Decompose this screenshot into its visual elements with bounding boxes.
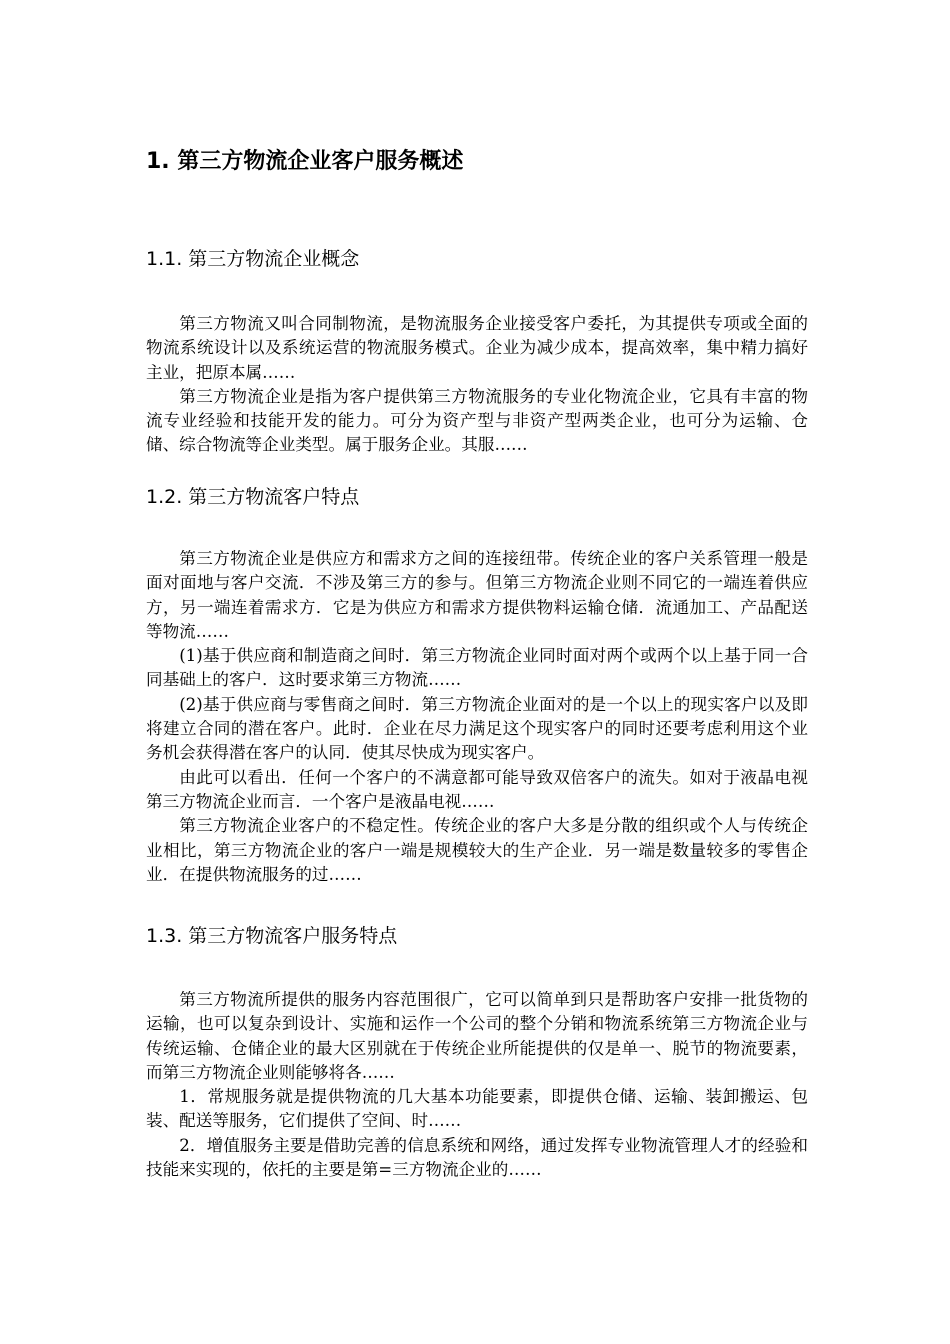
paragraph: 第三方物流企业是供应方和需求方之间的连接纽带。传统企业的客户关系管理一般是面对面地与客户交流．不涉及第三方的参与。但第三方物流企业则不同它的一端连着供应方，另一端连着需求方．它是为供应方和需求方提供物料运输仓储．流通加工、产品配送等物流…… xyxy=(146,549,808,641)
paragraph: (1)基于供应商和制造商之间时．第三方物流企业同时面对两个或两个以上基于同一合同基础上的客户．这时要求第三方物流…… xyxy=(146,646,808,690)
section-heading-concept: 1.1. 第三方物流企业概念 xyxy=(146,248,360,270)
section-heading-customer-features: 1.2. 第三方物流客户特点 xyxy=(146,486,360,508)
paragraph: 第三方物流企业是指为客户提供第三方物流服务的专业化物流企业，它具有丰富的物流专业经验和技能开发的能力。可分为资产型与非资产型两类企业，也可分为运输、仓储、综合物流等企业类型。属于服务企业。其服…… xyxy=(146,386,808,455)
paragraph: 1．常规服务就是提供物流的几大基本功能要素，即提供仓储、运输、装卸搬运、包装、配送等服务，它们提供了空间、时…… xyxy=(146,1087,808,1131)
section-heading-service-features: 1.3. 第三方物流客户服务特点 xyxy=(146,925,398,947)
document-title: 1. 第三方物流企业客户服务概述 xyxy=(146,149,464,174)
section-body-customer-features xyxy=(146,547,808,887)
paragraph: 第三方物流所提供的服务内容范围很广，它可以简单到只是帮助客户安排一批货物的运输，也可以复杂到设计、实施和运作一个公司的整个分销和物流系统第三方物流企业与传统运输、仓储企业的最大区别就在于传统企业所能提供的仅是单一、脱节的物流要素，而第三方物流企业则能够将各…… xyxy=(146,990,808,1082)
section-body-service-features xyxy=(146,988,808,1182)
paragraph: 由此可以看出．任何一个客户的不满意都可能导致双倍客户的流失。如对于液晶电视第三方物流企业而言．一个客户是液晶电视…… xyxy=(146,767,808,811)
paragraph: 2．增值服务主要是借助完善的信息系统和网络，通过发挥专业物流管理人才的经验和技能来实现的，依托的主要是第=三方物流企业的…… xyxy=(146,1135,808,1180)
paragraph: 第三方物流企业客户的不稳定性。传统企业的客户大多是分散的组织或个人与传统企业相比，第三方物流企业的客户一端是规模较大的生产企业．另一端是数量较多的零售企业．在提供物流服务的过…… xyxy=(146,816,808,884)
paragraph: 第三方物流又叫合同制物流，是物流服务企业接受客户委托，为其提供专项或全面的物流系统设计以及系统运营的物流服务模式。企业为减少成本，提高效率，集中精力搞好主业，把原本属…… xyxy=(146,314,808,382)
paragraph: (2)基于供应商与零售商之间时．第三方物流企业面对的是一个以上的现实客户以及即将建立合同的潜在客户。此时．企业在尽力满足这个现实客户的同时还要考虑利用这个业务机会获得潜在客户的认同．使其尽快成为现实客户。 xyxy=(146,694,808,763)
section-body-concept xyxy=(146,312,808,458)
